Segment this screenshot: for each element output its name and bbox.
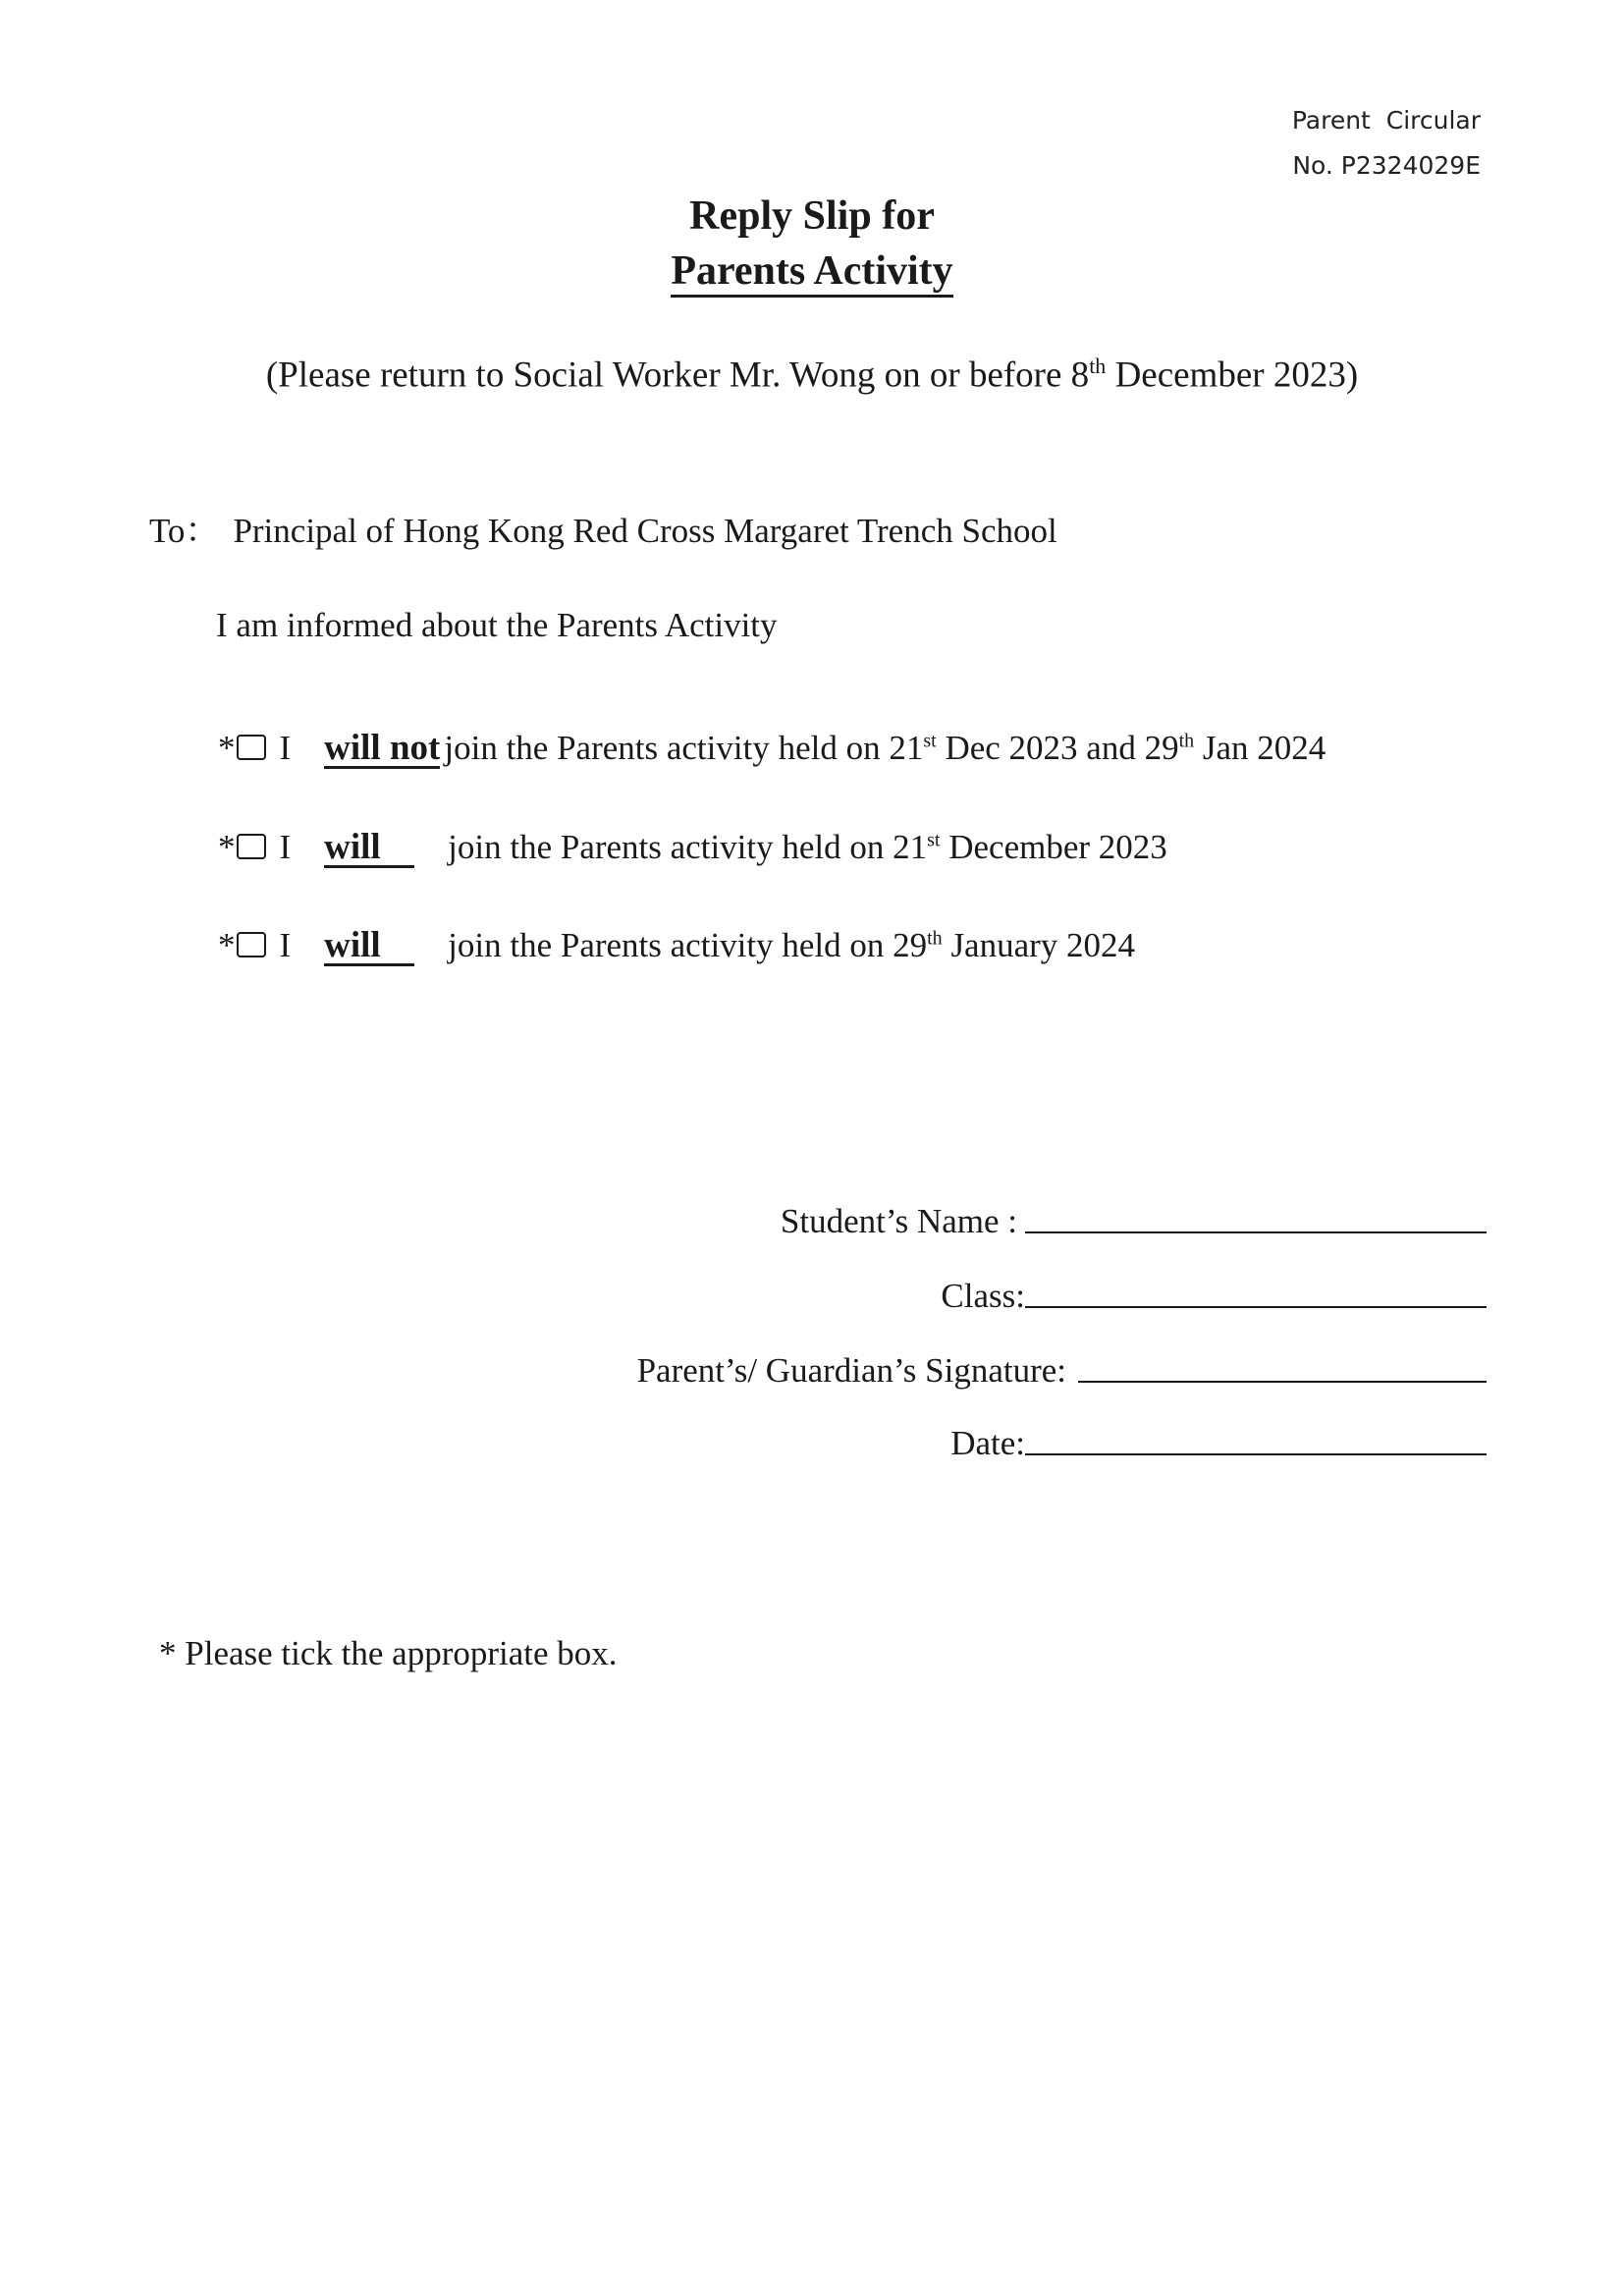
footnote: * Please tick the appropriate box. [159,1634,618,1672]
title-line-2 [0,247,1624,295]
option-text-a: join the Parents activity held on 21 [448,828,928,866]
option-verb: will [324,830,414,868]
return-note-sup: th [1089,354,1107,378]
circular-number-line [1292,143,1481,189]
date-field[interactable] [1025,1452,1487,1455]
option-text-a: join the Parents activity held on 21 [444,729,924,767]
addressee-label: To： [149,512,220,550]
option-pronoun: I [279,729,292,767]
option-will-not-join [218,729,1326,769]
option-1-checkbox[interactable] [237,735,266,760]
option-sup-b: th [1178,730,1195,752]
title-line-1: Reply Slip for [689,193,935,239]
student-name-row [781,1202,1487,1241]
option-text-b: January 2024 [942,926,1136,964]
student-name-field[interactable] [1025,1230,1487,1233]
option-text-b: December 2023 [940,828,1167,866]
option-2-checkbox[interactable] [237,834,266,859]
class-field[interactable] [1025,1305,1487,1308]
informed-statement: I am informed about the Parents Activity [216,606,778,644]
option-pronoun: I [279,926,292,964]
circular-label: Parent Circular [1291,106,1481,135]
option-star: * [218,828,236,866]
title-underlined: Parents Activity [671,248,952,298]
date-row [950,1424,1487,1463]
class-label: Class: [941,1277,1025,1315]
signature-row [637,1351,1487,1391]
option-text-b: Dec 2023 and 29 [936,729,1179,767]
date-label: Date: [950,1424,1025,1462]
option-text-c: Jan 2024 [1194,729,1326,767]
option-star: * [218,926,236,964]
option-verb: will not [324,728,441,768]
return-note [0,354,1624,396]
student-name-label: Student’s Name : [780,1202,1017,1240]
option-3-checkbox[interactable] [237,932,266,957]
option-text-a: join the Parents activity held on 29 [448,926,928,964]
option-sup-a: th [927,927,943,950]
addressee-line [149,504,1057,553]
option-star: * [218,729,236,767]
option-pronoun: I [279,828,292,866]
option-sup-a: st [923,730,937,752]
circular-number-prefix: No. [1292,151,1333,180]
option-verb: will [324,928,414,966]
circular-number: P2324029E [1340,151,1481,180]
option-will-join-december [218,828,1167,868]
signature-label: Parent’s/ Guardian’s Signature: [636,1351,1066,1390]
circular-reference [1292,98,1481,189]
option-will-join-january [218,926,1135,966]
return-note-after: December 2023) [1106,355,1359,396]
option-sup-a: st [927,829,941,851]
signature-field[interactable] [1078,1380,1487,1383]
class-row [941,1277,1487,1316]
return-note-before: (Please return to Social Worker Mr. Wong on or before 8 [265,355,1090,396]
addressee-text: Principal of Hong Kong Red Cross Margaret Trench School [233,512,1057,550]
